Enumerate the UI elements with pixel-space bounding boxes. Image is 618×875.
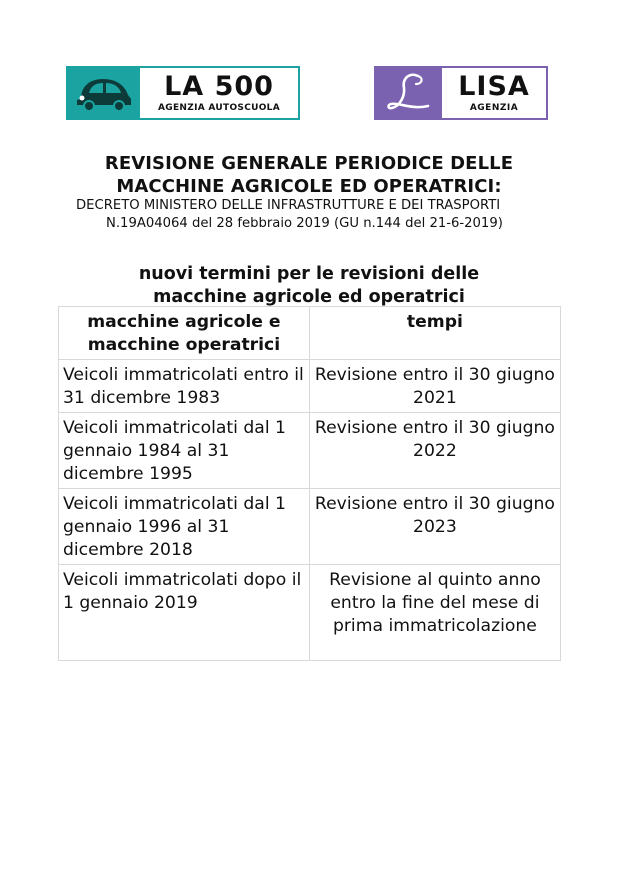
table-row [59,489,561,565]
la500-logo [66,66,300,120]
vehicles-cell: Veicoli immatricolati entro il 31 dicembre 1983 [59,360,310,413]
la500-logo-name: LA 500 [164,71,274,102]
lisa-logo [374,66,548,120]
column-header-vehicles: macchine agricole e macchine operatrici [59,307,310,360]
table-row [59,565,561,661]
section-subtitle-line2: macchine agricole ed operatrici [153,287,465,307]
section-subtitle-line1: nuovi termini per le revisioni delle [138,264,480,284]
table-row [59,413,561,489]
deadline-cell: Revisione entro il 30 giugno 2023 [309,489,560,565]
table-row [59,360,561,413]
vehicles-cell: Veicoli immatricolati dal 1 gennaio 1984 al 31 dicembre 1995 [59,413,310,489]
car-icon [68,68,140,118]
document-title-line1: REVISIONE GENERALE PERIODICE DELLE [104,153,514,174]
decree-line1: DECRETO MINISTERO DELLE INFRASTRUTTURE E DEI TRASPORTI [76,198,501,213]
deadline-cell: Revisione al quinto anno entro la fine del mese di prima immatricolazione [309,565,560,661]
vehicles-cell: Veicoli immatricolati dopo il 1 gennaio 2019 [59,565,310,661]
column-header-deadline: tempi [309,307,560,360]
decree-line2: N.19A04064 del 28 febbraio 2019 (GU n.144 del 21-6-2019) [106,216,503,231]
vehicles-cell: Veicoli immatricolati dal 1 gennaio 1996 al 31 dicembre 2018 [59,489,310,565]
lisa-logo-subtitle: AGENZIA [469,103,519,113]
deadline-cell: Revisione entro il 30 giugno 2021 [309,360,560,413]
deadline-cell: Revisione entro il 30 giugno 2022 [309,413,560,489]
table-header-row [59,307,561,360]
revision-deadlines-table [58,306,561,661]
script-l-icon [376,68,442,118]
document-title-line2: MACCHINE AGRICOLE ED OPERATRICI: [116,176,502,197]
la500-logo-subtitle: AGENZIA AUTOSCUOLA [158,103,280,113]
lisa-logo-name: LISA [458,71,530,102]
